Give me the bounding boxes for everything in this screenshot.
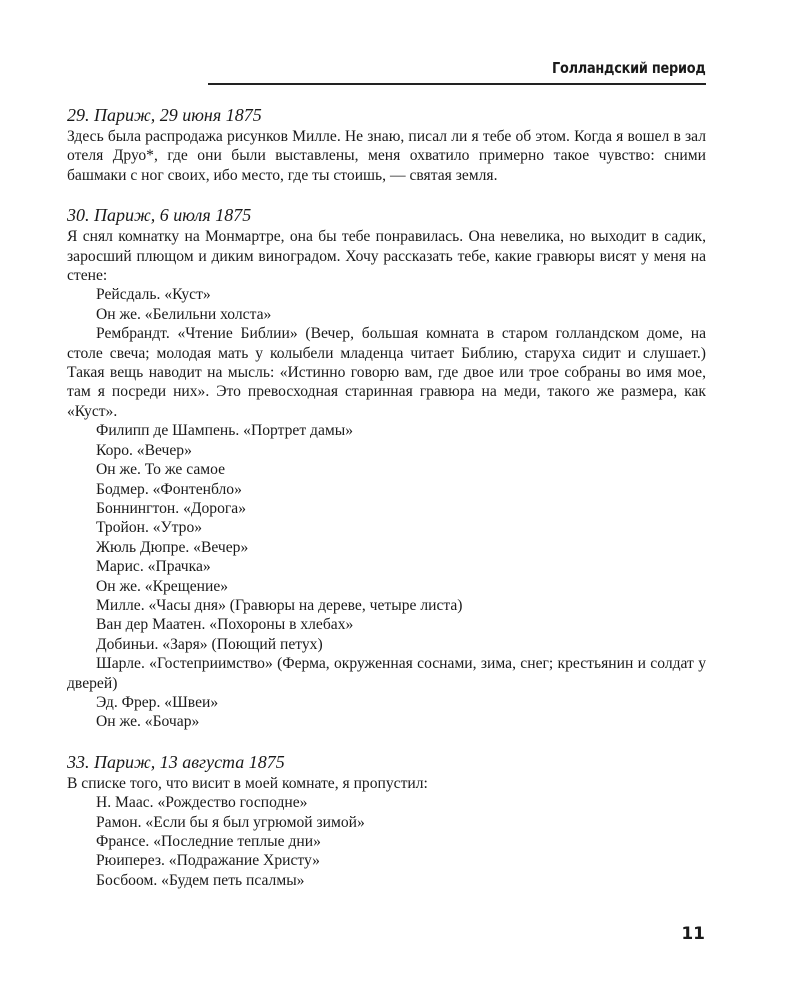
letter-heading: 33. Париж, 13 августа 1875 [67,751,285,772]
letter-paragraph: В списке того, что висит в моей комнате, я пропустил: [67,774,428,792]
list-item: Он же. То же самое [96,461,226,479]
list-item: Рюиперез. «Подражание Христу» [96,852,320,870]
header-rule [208,83,706,85]
list-item: Рамон. «Если бы я был угрюмой зимой» [96,813,365,831]
page-content [67,104,706,909]
letter-paragraph: Здесь была распродажа рисунков Милле. Не знаю, писал ли я тебе об этом. Когда я вошел в зал отеля Друо*, где они были выставлены, меня охватило примерно такое чувство: сними башмаки с ног своих, ибо место, где ты стоишь, — святая земля. [67,128,706,184]
list-item: Добиньи. «Заря» (Поющий петух) [96,635,323,653]
engraving-list [67,285,706,731]
letter-heading: 30. Париж, 6 июля 1875 [67,205,252,226]
list-item: Рембрандт. «Чтение Библии» (Вечер, большая комната в старом голландском доме, на столе свеча; молодая мать у колыбели младенца читает Библию, старуха сидит и слушает.) Такая вещь наводит на мысль: «Истинно говорю вам, где двое или трое собраны во имя мое, там я посреди них». Это превосходная старинная гравюра на меди, такого же размера, как «Куст». [67,325,706,420]
list-item: Коро. «Вечер» [96,441,192,459]
list-item: Он же. «Белильни холста» [96,305,272,323]
list-item: Франсе. «Последние теплые дни» [96,833,321,850]
list-item: Шарле. «Гостеприимство» (Ферма, окруженная соснами, зима, снег; крестьянин и солдат у дверей) [67,655,706,692]
list-item: Н. Маас. «Рождество господне» [96,794,308,812]
list-item: Рейсдаль. «Куст» [96,286,211,304]
page-number: 11 [681,924,705,944]
list-item: Он же. «Бочар» [96,713,200,731]
list-item: Босбоом. «Будем петь псалмы» [96,871,305,889]
running-header-title: Голландский период [552,59,706,77]
list-item: Ван дер Маатен. «Похороны в хлебах» [96,616,354,634]
list-item: Эд. Фрер. «Швеи» [96,693,219,711]
list-item: Марис. «Прачка» [96,558,211,576]
list-item: Филипп де Шампень. «Портрет дамы» [96,422,354,440]
list-item: Он же. «Крещение» [96,577,229,595]
running-header [208,58,706,82]
letter-29 [67,104,706,185]
list-item: Милле. «Часы дня» (Гравюры на дереве, четыре листа) [96,596,463,614]
letter-30 [67,204,706,732]
list-item: Бодмер. «Фонтенбло» [96,480,242,498]
engraving-list [67,793,706,890]
letter-heading: 29. Париж, 29 июня 1875 [67,105,262,125]
list-item: Жюль Дюпре. «Вечер» [96,538,249,556]
list-item: Боннингтон. «Дорога» [96,499,247,517]
letter-paragraph: Я снял комнатку на Монмартре, она бы тебе понравилась. Она невелика, но выходит в садик, заросший плющом и диким виноградом. Хочу рассказать тебе, какие гравюры висят у меня на стене: [67,228,706,285]
letter-33 [67,751,706,890]
list-item: Тройон. «Утро» [96,519,203,537]
